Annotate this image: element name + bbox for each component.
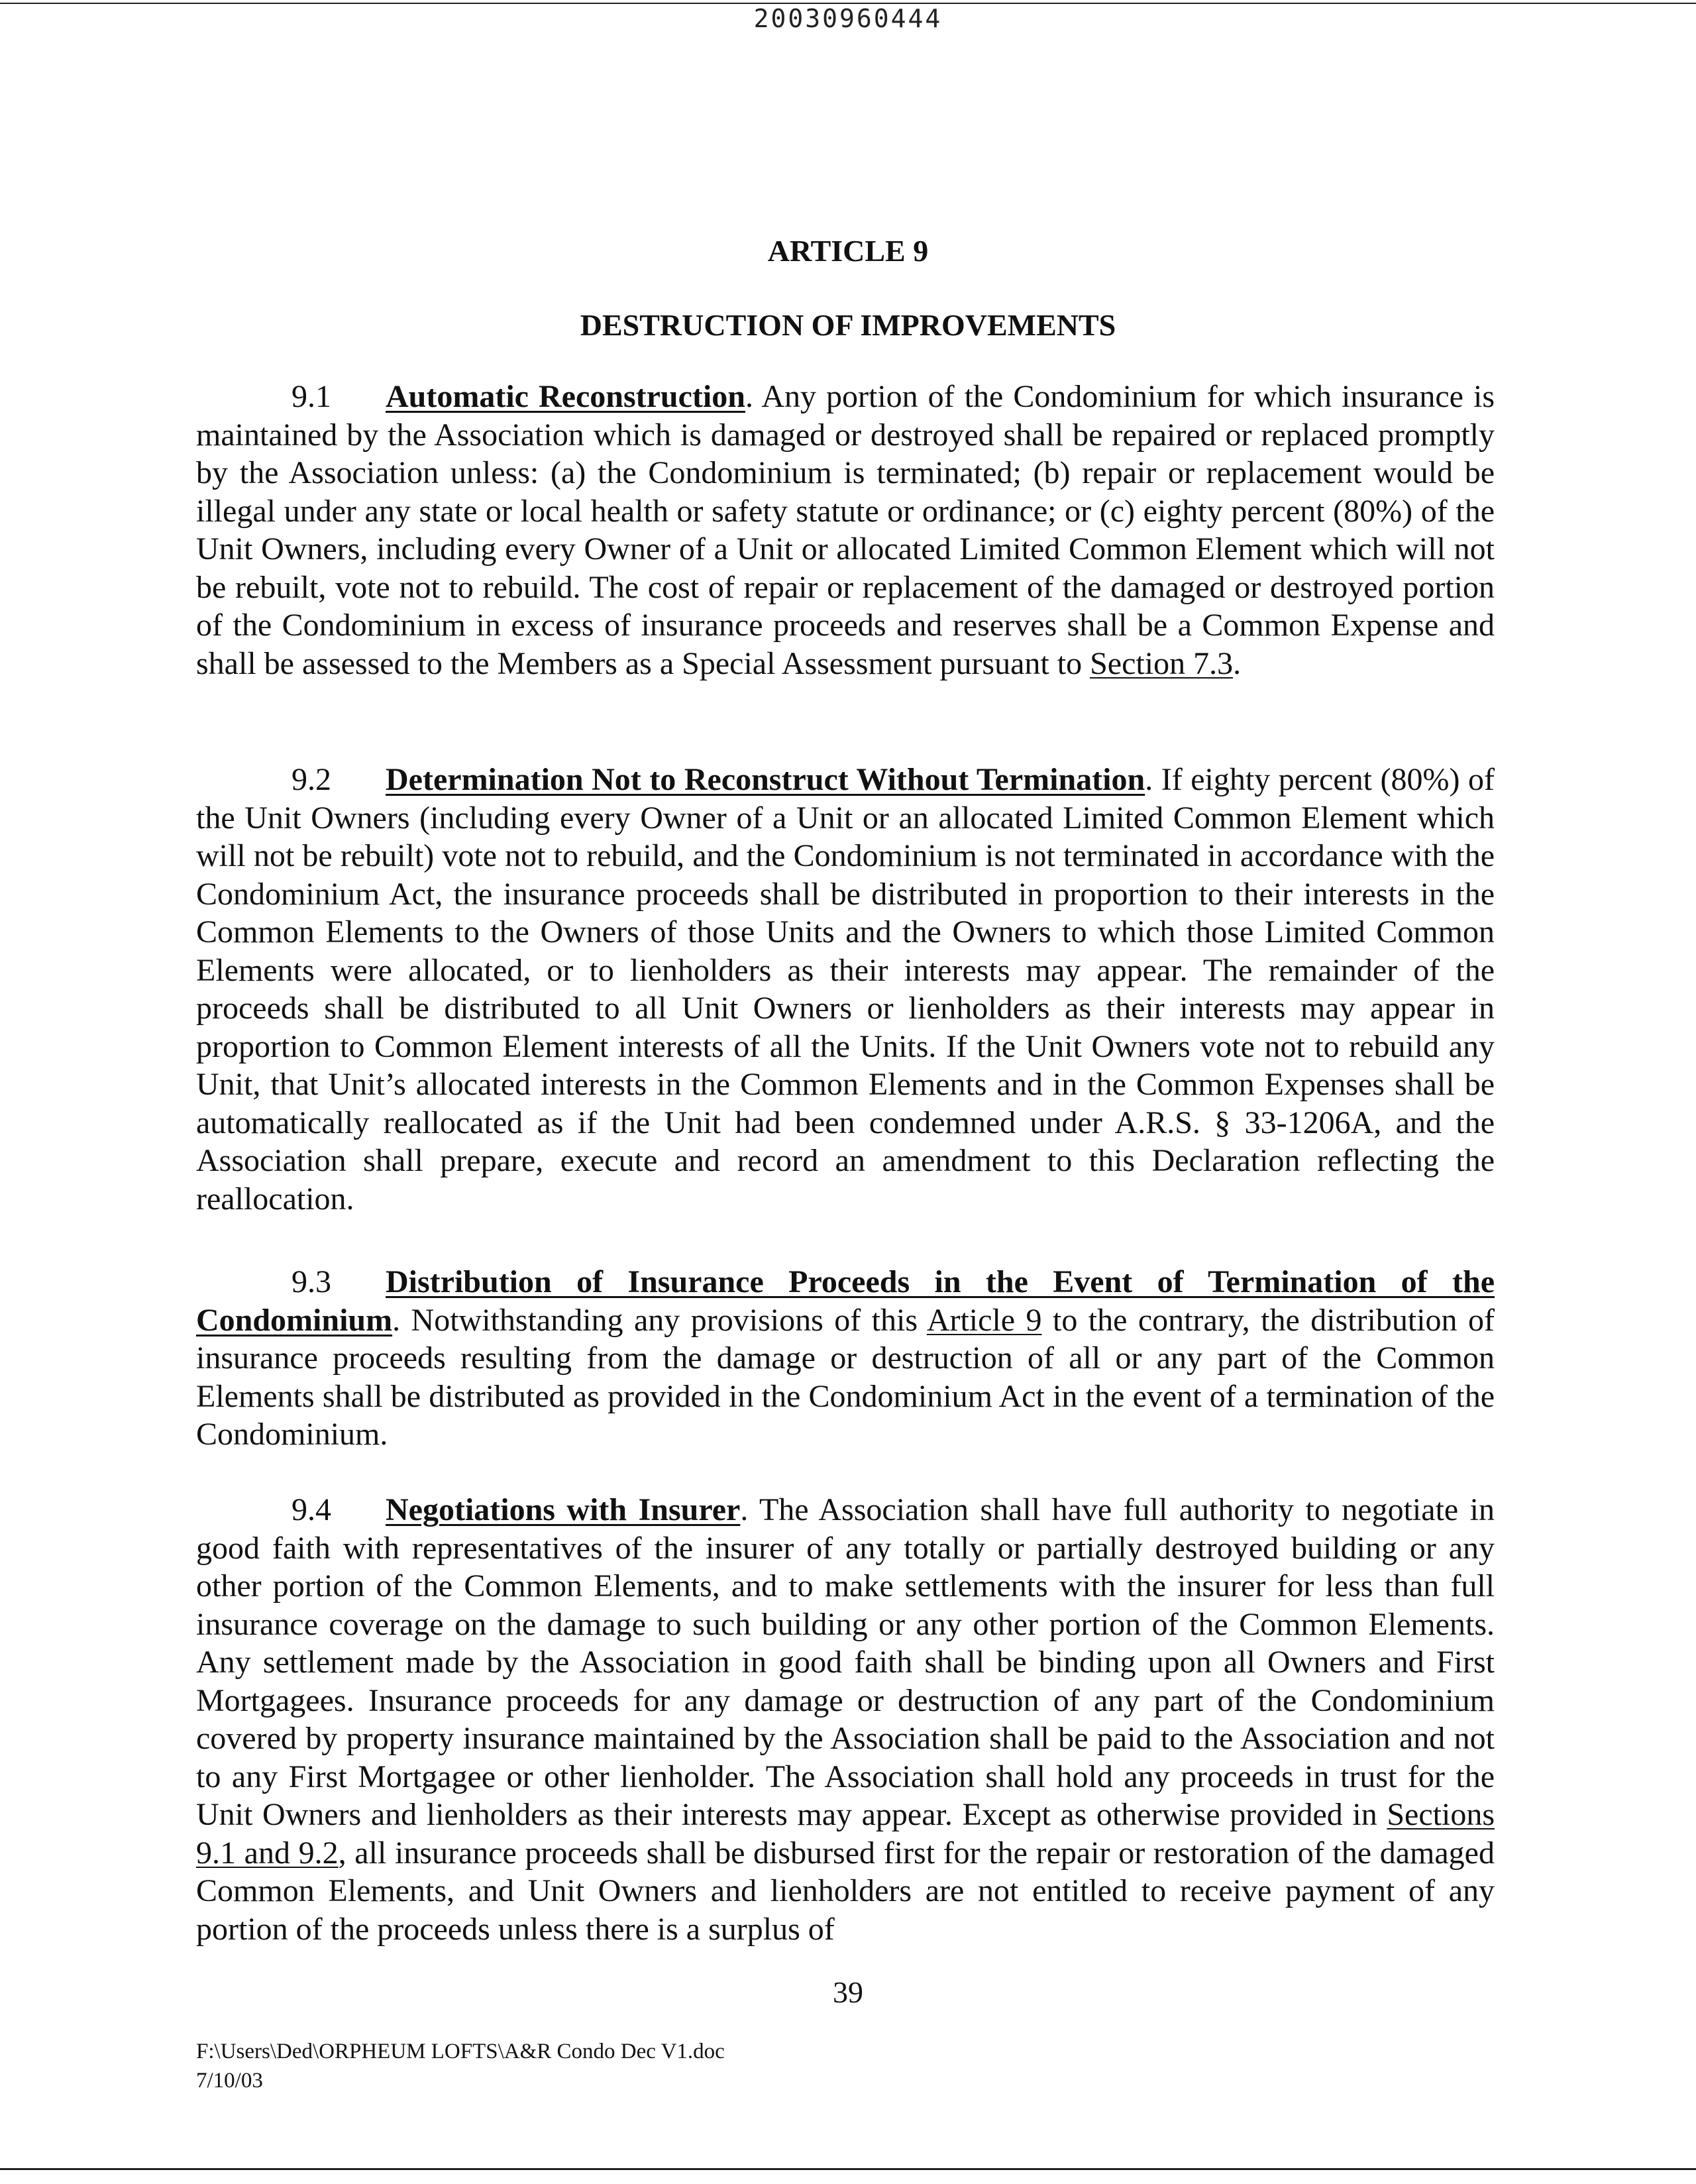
section-title: Automatic Reconstruction <box>386 379 745 414</box>
footer-file-path: F:\Users\Ded\ORPHEUM LOFTS\A&R Condo Dec V1.doc <box>196 2040 725 2063</box>
scan-edge-bottom <box>0 2168 1696 2170</box>
article-label: ARTICLE 9 <box>767 234 929 268</box>
section-body: . Notwithstanding any provisions of this <box>392 1302 927 1338</box>
document-number: 20030960444 <box>753 4 943 33</box>
section-body: . If eighty percent (80%) of the Unit Owners (including every Owner of a Unit or an allocated Limited Common Element which will not be rebuilt) vote not to rebuild, and the Condominium is not terminated in accordance with the Condominium Act, the insurance proceeds shall be distributed in proportion to their interests in the Common Elements to the Owners of those Units and the Owners to which those Limited Common Elements were allocated, or to lienholders as their interests may appear. The remainder of the proceeds shall be distributed to all Unit Owners or lienholders as their interests may appear in proportion to Common Element interests of all the Units. If the Unit Owners vote not to rebuild any Unit, that Unit’s allocated interests in the Common Elements and in the Common Expenses shall be automatically reallocated as if the Unit had been condemned under A.R.S. § 33-1206A, and the Association shall prepare, execute and record an amendment to this Declaration reflecting the reallocation. <box>196 762 1495 1217</box>
section-9-2 <box>196 761 1495 1218</box>
section-title: Determination Not to Reconstruct Without Termination <box>386 762 1145 797</box>
footer-date: 7/10/03 <box>196 2069 263 2093</box>
section-number: 9.1 <box>292 379 331 414</box>
cross-reference: Sections 9.1 and 9.2 <box>196 1797 1495 1871</box>
section-number: 9.4 <box>292 1492 331 1527</box>
article-title: DESTRUCTION OF IMPROVEMENTS <box>580 308 1116 342</box>
section-9-4 <box>196 1491 1495 1948</box>
section-body-end: to the contrary, the distribution of insurance proceeds resulting from the damage or destruction of all or any part of the Common Elements shall be distributed as provided in the Condominium Act in the event of a termination of the Condominium. <box>196 1302 1495 1452</box>
section-9-3 <box>196 1263 1495 1454</box>
section-number: 9.2 <box>292 762 331 797</box>
section-body: . The Association shall have full authority to negotiate in good faith with representatives of the insurer of any totally or partially destroyed building or any other portion of the Common Elements, and to make settlements with the insurer for less than full insurance coverage on the damage to such building or any other portion of the Common Elements. Any settlement made by the Association in good faith shall be binding upon all Owners and First Mortgagees. Insurance proceeds for any damage or destruction of any part of the Condominium covered by property insurance maintained by the Association shall be paid to the Association and not to any First Mortgagee or other lienholder. The Association shall hold any proceeds in trust for the Unit Owners and lienholders as their interests may appear. Except as otherwise provided in <box>196 1492 1495 1832</box>
page-number: 39 <box>833 1975 863 2009</box>
section-title: Distribution of Insurance Proceeds in the Event of Termination of the Condominium <box>196 1264 1495 1338</box>
section-9-1 <box>196 378 1495 682</box>
cross-reference: Section 7.3 <box>1090 645 1234 681</box>
section-body-end: . <box>1233 645 1242 681</box>
section-body-end: , all insurance proceeds shall be disbursed first for the repair or restoration of the damaged Common Elements, and Unit Owners and lienholders are not entitled to receive payment of any portion of the proceeds unless there is a surplus of <box>196 1835 1495 1947</box>
section-title: Negotiations with Insurer <box>386 1492 741 1527</box>
section-number: 9.3 <box>292 1264 331 1299</box>
cross-reference: Article 9 <box>926 1302 1042 1338</box>
section-body: . Any portion of the Condominium for which insurance is maintained by the Association which is damaged or destroyed shall be repaired or replaced promptly by the Association unless: (a) the Condominium is terminated; (b) repair or replacement would be illegal under any state or local health or safety statute or ordinance; or (c) eighty percent (80%) of the Unit Owners, including every Owner of a Unit or allocated Limited Common Element which will not be rebuilt, vote not to rebuild. The cost of repair or replacement of the damaged or destroyed portion of the Condominium in excess of insurance proceeds and reserves shall be a Common Expense and shall be assessed to the Members as a Special Assessment pursuant to <box>196 379 1495 681</box>
